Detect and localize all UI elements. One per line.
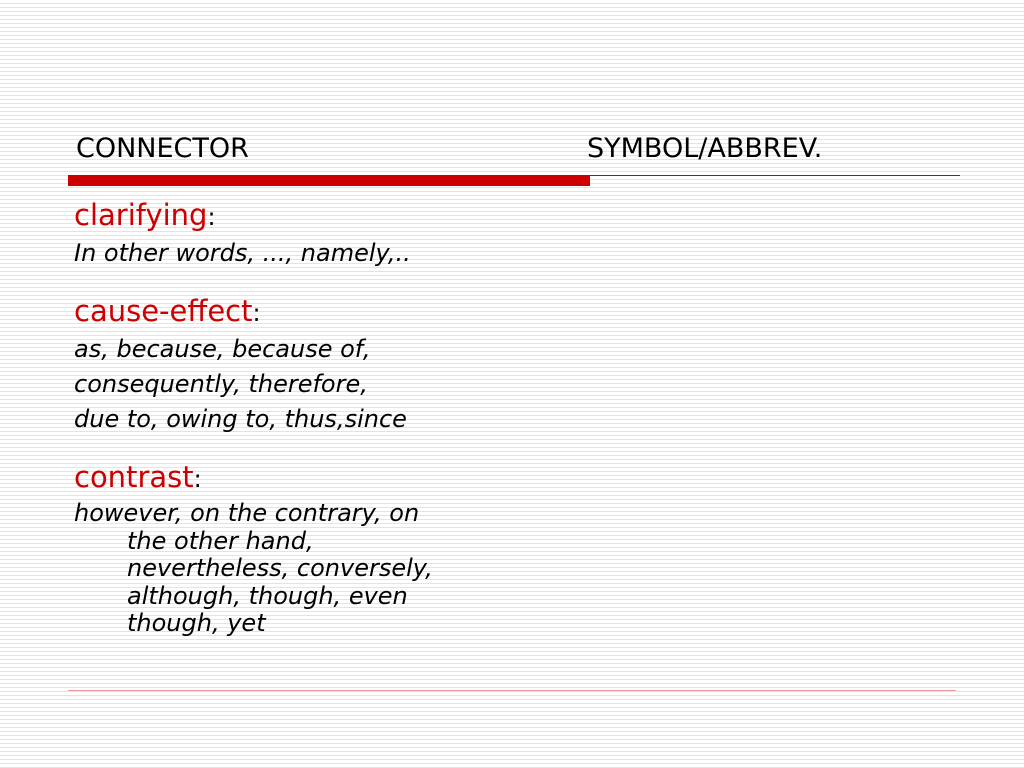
connector-line: though, yet (127, 609, 266, 637)
connector-line: consequently, therefore, (74, 370, 368, 398)
section-colon: : (252, 299, 261, 327)
section-title-cause-effect: cause-effect (74, 294, 253, 328)
connector-list (74, 196, 544, 638)
section-gap (74, 271, 544, 292)
connector-line: nevertheless, conversely, (127, 554, 433, 582)
connector-line: the other hand, (127, 526, 314, 555)
section-title-contrast: contrast (74, 460, 194, 494)
column-header-symbol: SYMBOL/ABBREV. (587, 133, 823, 164)
section-heading-cause-effect (74, 292, 544, 332)
section-colon: : (193, 465, 202, 493)
connector-paragraph-contrast (74, 500, 544, 638)
connector-line: although, though, even (127, 581, 408, 610)
connector-line: In other words, ..., namely,.. (74, 239, 411, 267)
column-header-connector: CONNECTOR (76, 133, 249, 164)
connector-line: due to, owing to, thus,since (74, 405, 407, 433)
section-colon: : (207, 203, 216, 231)
footer-divider (68, 690, 956, 691)
section-gap (74, 437, 544, 458)
section-title-clarifying: clarifying (74, 198, 208, 232)
connector-line: however, on the contrary, on (74, 499, 420, 527)
section-heading-clarifying (74, 196, 544, 236)
section-heading-contrast (74, 458, 544, 498)
header-divider-thin (590, 175, 960, 176)
connector-line: as, because, because of, (74, 335, 371, 363)
header-divider-thick (68, 175, 590, 186)
